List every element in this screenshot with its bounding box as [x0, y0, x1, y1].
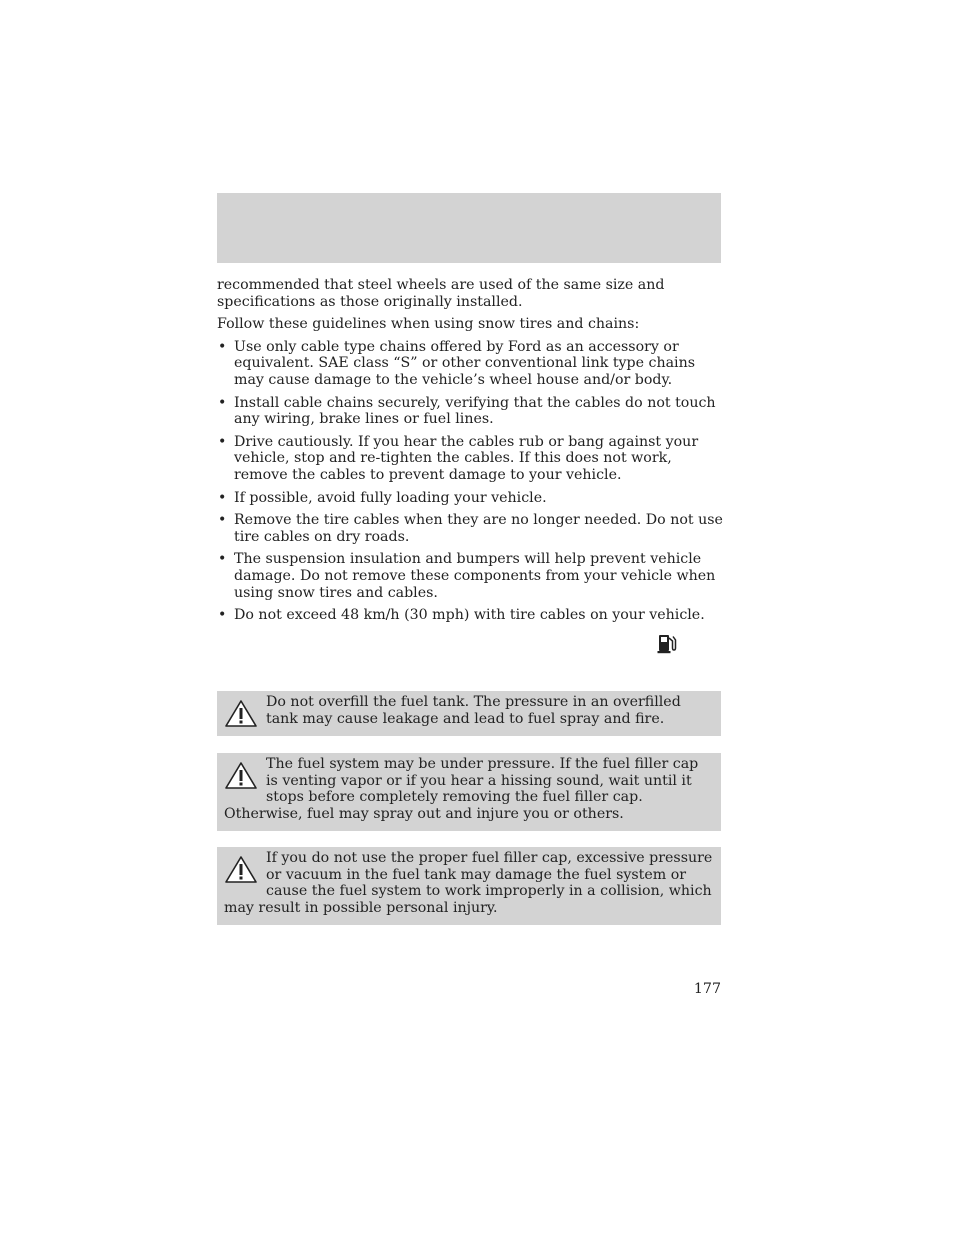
list-item-text: The suspension insulation and bumpers will help prevent vehicle damage. Do not remove these components from your vehicle when using snow tires and cables.	[234, 551, 716, 601]
list-item	[217, 395, 723, 428]
list-item-text: Remove the tire cables when they are no longer needed. Do not use tire cables on dry roads.	[234, 512, 723, 545]
guidelines-list	[217, 339, 723, 624]
warning-box	[217, 691, 721, 736]
list-item-text: If possible, avoid fully loading your vehicle.	[234, 489, 547, 506]
intro-paragraph: recommended that steel wheels are used of the same size and specifications as those originally installed.	[217, 277, 665, 310]
warning-triangle-icon	[224, 699, 258, 729]
bullet-marker: •	[218, 394, 227, 411]
bullet-marker: •	[218, 433, 227, 450]
page-content	[217, 277, 723, 630]
warning-text: The fuel system may be under pressure. If the fuel filler cap is venting vapor or if you hear a hissing sound, wait until it stops before completely removing the fuel filler cap. Otherwise, fuel may spray out and injure you or others.	[224, 756, 699, 822]
page-number: 177	[693, 981, 721, 997]
list-item	[217, 490, 723, 507]
bullet-marker: •	[218, 512, 227, 529]
list-item	[217, 434, 723, 484]
warning-text: If you do not use the proper fuel filler cap, excessive pressure or vacuum in the fuel tank may damage the fuel system or cause the fuel system to work improperly in a collision, which may result in possible personal injury.	[224, 850, 713, 916]
bullet-marker: •	[218, 338, 227, 355]
bullet-marker: •	[218, 489, 227, 506]
warning-triangle-icon	[224, 761, 258, 791]
bullet-marker: •	[218, 607, 227, 624]
list-item	[217, 512, 723, 545]
header-band	[217, 193, 721, 263]
list-item-text: Drive cautiously. If you hear the cables rub or bang against your vehicle, stop and re-tighten the cables. If this does not work, remove the cables to prevent damage to your vehicle.	[234, 433, 699, 483]
list-item-text: Do not exceed 48 km/h (30 mph) with tire cables on your vehicle.	[234, 607, 705, 624]
list-item	[217, 551, 723, 601]
list-item	[217, 607, 723, 624]
warning-box	[217, 753, 721, 831]
list-item-text: Install cable chains securely, verifying that the cables do not touch any wiring, brake lines or fuel lines.	[234, 394, 716, 428]
list-item	[217, 339, 723, 389]
warning-triangle-icon	[224, 855, 258, 885]
list-item-text: Use only cable type chains offered by Ford as an accessory or equivalent. SAE class “S” or other conventional link type chains may cause damage to the vehicle’s wheel house and/or body.	[234, 338, 696, 388]
bullet-marker: •	[218, 551, 227, 568]
guidelines-intro: Follow these guidelines when using snow tires and chains:	[217, 316, 640, 333]
fuel-pump-icon	[657, 632, 677, 654]
warning-text: Do not overfill the fuel tank. The pressure in an overfilled tank may cause leakage and lead to fuel spray and fire.	[266, 694, 681, 727]
warning-box	[217, 847, 721, 925]
